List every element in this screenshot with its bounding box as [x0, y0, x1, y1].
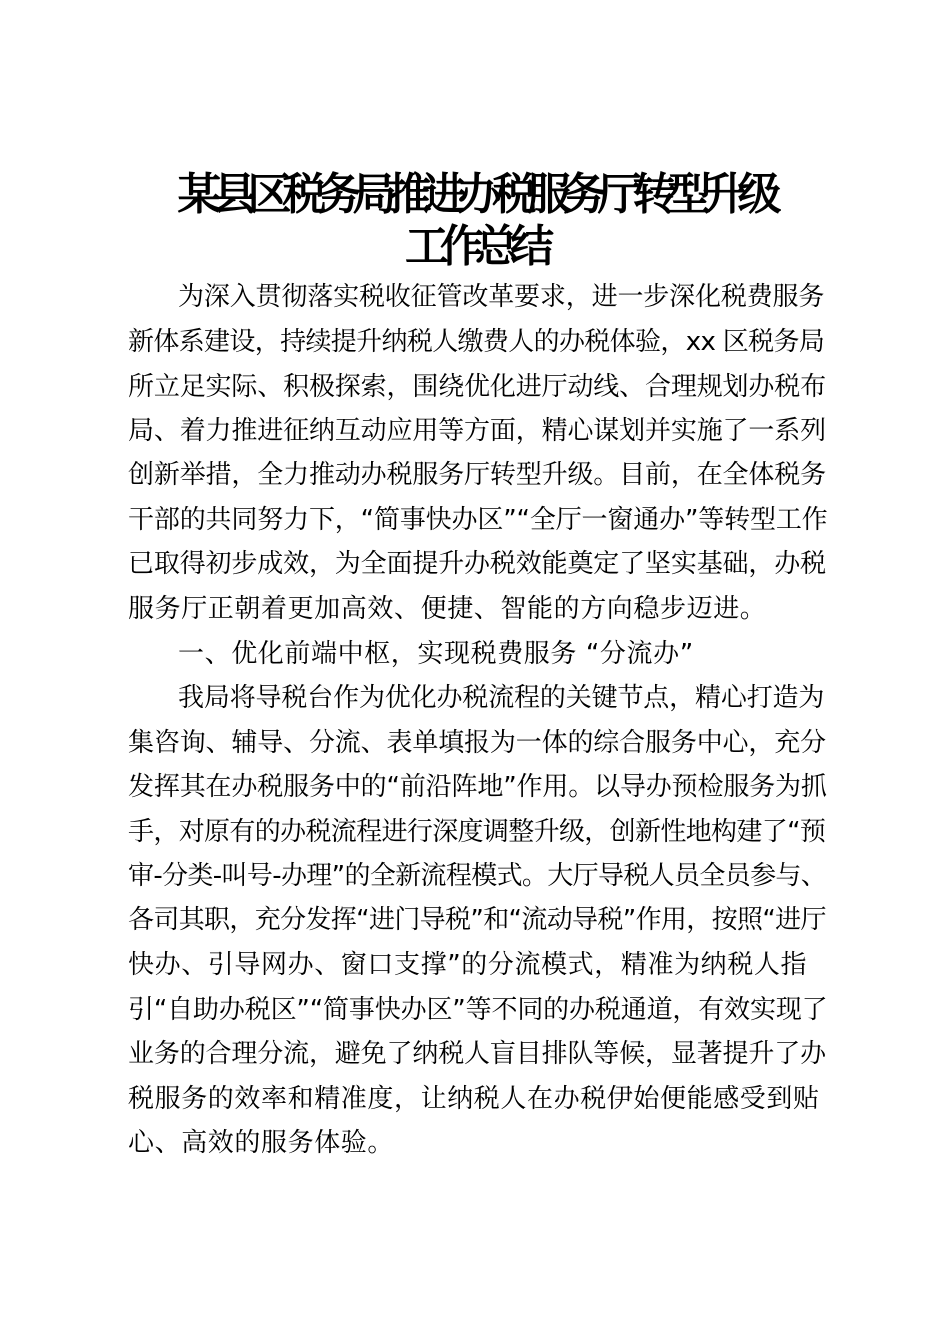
paragraph-line: 各司其职，充分发挥“进门导税”和“流动导税”作用，按照“进厅: [128, 905, 826, 935]
paragraph-line: 服务厅正朝着更加高效、便捷、智能的方向稳步迈进。: [128, 594, 767, 624]
paragraph-line: 创新举措，全力推动办税服务厅转型升级。目前，在全体税务: [128, 460, 826, 490]
paragraph-line: 快办、引导网办、窗口支撑”的分流模式，精准为纳税人指: [128, 950, 808, 980]
paragraph-line: 审-分类-叫号-办理”的全新流程模式。大厅导税人员全员参与、: [128, 861, 827, 891]
paragraph-line: 心、高效的服务体验。: [128, 1128, 395, 1158]
paragraph-line: 已取得初步成效，为全面提升办税效能奠定了坚实基础，办税: [128, 549, 826, 579]
paragraph-line: 新体系建设，持续提升纳税人缴费人的办税体验，xx 区税务局: [128, 327, 825, 357]
paragraph-line: 干部的共同努力下，“简事快办区”“全厅一窗通办”等转型工作: [128, 505, 828, 535]
paragraph-line: 引“自助办税区”“简事快办区”等不同的办税通道，有效实现了: [128, 995, 828, 1025]
paragraph-line: 所立足实际、积极探索，围绕优化进厅动线、合理规划办税布: [128, 372, 826, 402]
paragraph-line: 发挥其在办税服务中的“前沿阵地”作用。以导办预检服务为抓: [128, 772, 827, 802]
paragraph-line: 业务的合理分流，避免了纳税人盲目排队等候，显著提升了办: [128, 1039, 826, 1069]
paragraph-line: 局、着力推进征纳互动应用等方面，精心谋划并实施了一系列: [128, 416, 826, 446]
paragraph-line: 为深入贯彻落实税收征管改革要求，进一步深化税费服务: [178, 282, 825, 312]
document-title-line-2: 工作总结: [405, 221, 545, 272]
paragraph-line: 集咨询、辅导、分流、表单填报为一体的综合服务中心，充分: [128, 728, 826, 758]
paragraph-line: 我局将导税台作为优化办税流程的关键节点，精心打造为: [178, 683, 825, 713]
paragraph-line: 手，对原有的办税流程进行深度调整升级，创新性地构建了“预: [128, 817, 826, 847]
section-heading: 一、优化前端中枢，实现税费服务 “分流办”: [178, 639, 694, 669]
document-title-line-1: 某县区税务局推进办税服务厅转型升级: [177, 169, 773, 220]
paragraph-line: 税服务的效率和精准度，让纳税人在办税伊始便能感受到贴: [128, 1084, 820, 1114]
